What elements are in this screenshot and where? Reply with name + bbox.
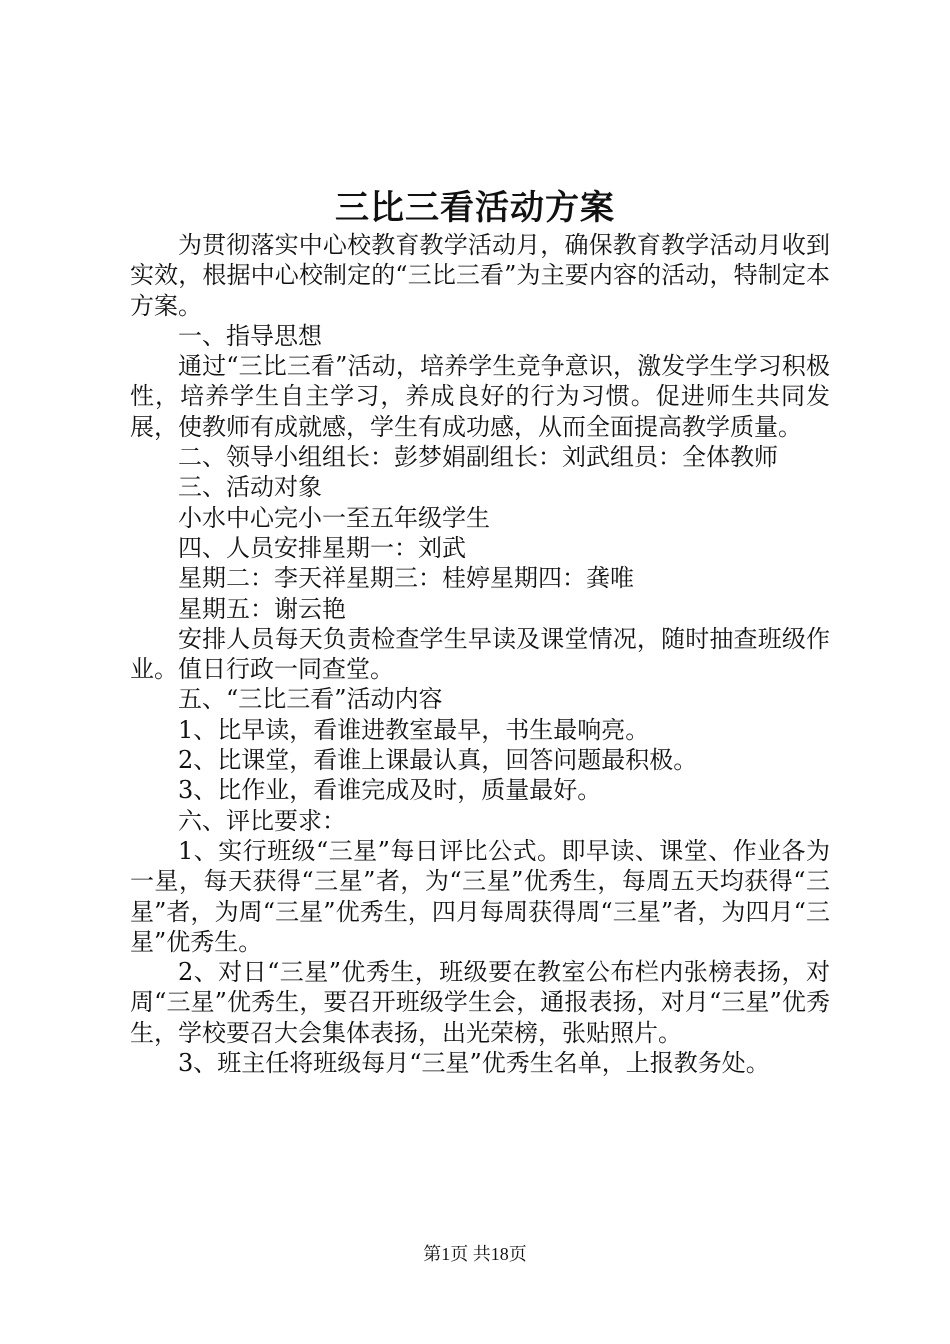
document-body (130, 230, 830, 1078)
list-item-morning-reading: 1、比早读，看谁进教室最早，书生最响亮。 (178, 715, 650, 744)
paragraph-staff-monday: 四、人员安排星期一：刘武 (178, 533, 466, 562)
heading-evaluation-requirements: 六、评比要求： (178, 806, 346, 835)
list-item-report: 3、班主任将班级每月“三星”优秀生名单，上报教务处。 (178, 1049, 770, 1078)
paragraph-activity-target: 小水中心完小一至五年级学生 (178, 503, 490, 532)
page-number-footer: 第1页 共18页 (423, 1244, 527, 1264)
list-item-homework: 3、比作业，看谁完成及时，质量最好。 (178, 776, 602, 805)
list-item-classroom: 2、比课堂，看谁上课最认真，回答问题最积极。 (178, 746, 698, 775)
paragraph-leadership-group: 二、领导小组组长：彭梦娟副组长：刘武组员：全体教师 (178, 443, 778, 472)
document-title: 三比三看活动方案 (335, 188, 615, 228)
list-item-commendation: 2、对日“三星”优秀生，班级要在教室公布栏内张榜表扬，对周“三星”优秀生，要召开班级学生会，通报表扬，对月“三星”优秀生，学校要召大会集体表扬，出光荣榜，张贴照片。 (130, 958, 830, 1047)
paragraph-intro: 为贯彻落实中心校教育教学活动月，确保教育教学活动月收到实效，根据中心校制定的“三比三看”为主要内容的活动，特制定本方案。 (130, 231, 830, 320)
heading-activity-content: 五、“三比三看”活动内容 (178, 685, 443, 714)
paragraph-staff-duties: 安排人员每天负责检查学生早读及课堂情况，随时抽查班级作业。值日行政一同查堂。 (130, 624, 830, 684)
list-item-daily-evaluation: 1、实行班级“三星”每日评比公式。即早读、课堂、作业各为一星，每天获得“三星”者，为“三星”优秀生，每周五天均获得“三星”者，为周“三星”优秀生，四月每周获得周“三星”者，为四月“三星”优秀生。 (130, 836, 830, 956)
heading-activity-target: 三、活动对象 (178, 473, 322, 502)
paragraph-staff-friday: 星期五：谢云艳 (178, 594, 346, 623)
paragraph-staff-tue-thu: 星期二：李天祥星期三：桂婷星期四：龚唯 (178, 564, 634, 593)
paragraph-guiding-ideology: 通过“三比三看”活动，培养学生竞争意识，激发学生学习积极性，培养学生自主学习，养成良好的行为习惯。促进师生共同发展，使教师有成就感，学生有成功感，从而全面提高教学质量。 (130, 352, 830, 441)
heading-guiding-ideology: 一、指导思想 (178, 321, 322, 350)
